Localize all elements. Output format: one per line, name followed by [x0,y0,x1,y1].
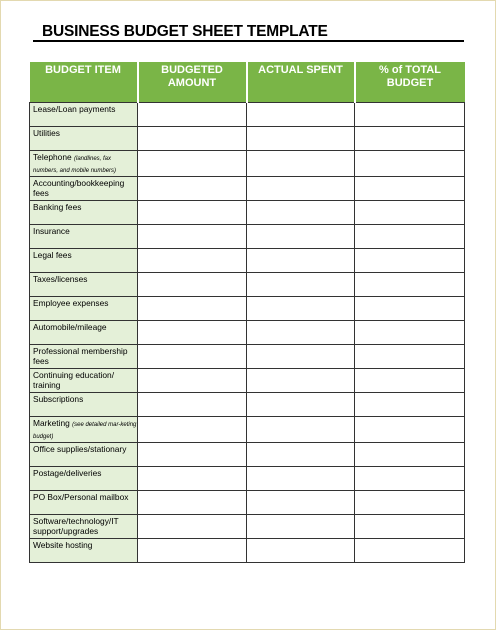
budget-item-label: Software/technology/IT support/upgrades [33,516,119,536]
budget-item-label: Postage/deliveries [33,468,102,478]
percent-total-cell[interactable] [355,201,465,225]
percent-total-cell[interactable] [355,515,465,539]
budget-item-label: Accounting/bookkeeping fees [33,178,125,198]
budget-item-label: Office supplies/stationary [33,444,127,454]
budget-item-cell [30,177,138,201]
table-row [30,201,465,225]
budgeted-amount-cell[interactable] [138,201,247,225]
budget-item-cell [30,345,138,369]
percent-total-cell[interactable] [355,177,465,201]
percent-total-cell[interactable] [355,443,465,467]
percent-total-cell[interactable] [355,491,465,515]
budget-item-label: Taxes/licenses [33,274,88,284]
percent-total-cell[interactable] [355,249,465,273]
budget-item-cell [30,467,138,491]
actual-spent-cell[interactable] [247,345,355,369]
actual-spent-cell[interactable] [247,321,355,345]
table-row [30,417,465,443]
table-row [30,443,465,467]
table-row [30,127,465,151]
budget-item-label: Subscriptions [33,394,84,404]
budget-item-label: Utilities [33,128,60,138]
percent-total-cell[interactable] [355,321,465,345]
budget-item-cell [30,297,138,321]
table-row [30,225,465,249]
table-row [30,321,465,345]
actual-spent-cell[interactable] [247,151,355,177]
table-row [30,151,465,177]
header-percent-total: % of TOTAL BUDGET [355,62,465,103]
actual-spent-cell[interactable] [247,539,355,563]
budgeted-amount-cell[interactable] [138,151,247,177]
percent-total-cell[interactable] [355,417,465,443]
actual-spent-cell[interactable] [247,369,355,393]
actual-spent-cell[interactable] [247,297,355,321]
actual-spent-cell[interactable] [247,443,355,467]
budgeted-amount-cell[interactable] [138,273,247,297]
actual-spent-cell[interactable] [247,417,355,443]
budgeted-amount-cell[interactable] [138,249,247,273]
budget-item-cell [30,103,138,127]
budget-item-cell [30,491,138,515]
page-title: BUSINESS BUDGET SHEET TEMPLATE [42,23,328,40]
header-budget-item: BUDGET ITEM [30,62,138,103]
actual-spent-cell[interactable] [247,103,355,127]
actual-spent-cell[interactable] [247,273,355,297]
budget-item-label: Employee expenses [33,298,109,308]
table-row [30,103,465,127]
budget-item-cell [30,225,138,249]
percent-total-cell[interactable] [355,369,465,393]
table-row [30,345,465,369]
budgeted-amount-cell[interactable] [138,321,247,345]
budget-item-label: Banking fees [33,202,82,212]
percent-total-cell[interactable] [355,103,465,127]
actual-spent-cell[interactable] [247,467,355,491]
budgeted-amount-cell[interactable] [138,443,247,467]
budget-item-cell [30,539,138,563]
budget-item-label: Professional membership fees [33,346,128,366]
budgeted-amount-cell[interactable] [138,103,247,127]
table-row [30,515,465,539]
table-row [30,467,465,491]
budget-item-cell [30,515,138,539]
percent-total-cell[interactable] [355,467,465,491]
budgeted-amount-cell[interactable] [138,491,247,515]
budget-item-label: Lease/Loan payments [33,104,116,114]
budget-item-cell [30,393,138,417]
budgeted-amount-cell[interactable] [138,369,247,393]
budget-item-cell [30,321,138,345]
budgeted-amount-cell[interactable] [138,345,247,369]
budget-table [29,62,465,563]
table-row [30,297,465,321]
budget-item-cell [30,127,138,151]
budgeted-amount-cell[interactable] [138,417,247,443]
actual-spent-cell[interactable] [247,225,355,249]
percent-total-cell[interactable] [355,297,465,321]
budget-item-cell [30,443,138,467]
budget-item-cell [30,151,138,177]
budget-item-note: (landlines, fax numbers, and mobile numbers) [33,156,117,174]
budgeted-amount-cell[interactable] [138,127,247,151]
actual-spent-cell[interactable] [247,127,355,151]
actual-spent-cell[interactable] [247,201,355,225]
title-underline [33,40,464,42]
budget-item-label: Telephone [33,152,72,162]
actual-spent-cell[interactable] [247,515,355,539]
budget-item-label: PO Box/Personal mailbox [33,492,129,502]
budget-item-cell [30,417,138,443]
table-row [30,273,465,297]
table-row [30,369,465,393]
budget-item-label: Legal fees [33,250,72,260]
actual-spent-cell[interactable] [247,393,355,417]
table-row [30,249,465,273]
budget-item-label: Continuing education/ training [33,370,115,390]
budgeted-amount-cell[interactable] [138,225,247,249]
table-row [30,539,465,563]
budget-item-cell [30,201,138,225]
budget-item-label: Insurance [33,226,70,236]
budgeted-amount-cell[interactable] [138,539,247,563]
percent-total-cell[interactable] [355,151,465,177]
percent-total-cell[interactable] [355,539,465,563]
budgeted-amount-cell[interactable] [138,393,247,417]
table-row [30,177,465,201]
table-header-row [30,62,465,103]
budgeted-amount-cell[interactable] [138,177,247,201]
budget-item-cell [30,369,138,393]
budget-item-label: Automobile/mileage [33,322,107,332]
budgeted-amount-cell[interactable] [138,515,247,539]
percent-total-cell[interactable] [355,273,465,297]
budgeted-amount-cell[interactable] [138,297,247,321]
budget-item-cell [30,249,138,273]
percent-total-cell[interactable] [355,225,465,249]
percent-total-cell[interactable] [355,393,465,417]
percent-total-cell[interactable] [355,345,465,369]
header-actual-spent: ACTUAL SPENT [247,62,355,103]
budgeted-amount-cell[interactable] [138,467,247,491]
actual-spent-cell[interactable] [247,177,355,201]
percent-total-cell[interactable] [355,127,465,151]
actual-spent-cell[interactable] [247,249,355,273]
budget-item-label: Website hosting [33,540,93,550]
budget-item-cell [30,273,138,297]
actual-spent-cell[interactable] [247,491,355,515]
header-budgeted-amount: BUDGETED AMOUNT [138,62,247,103]
budget-item-note: (see detailed mar-keting budget) [33,422,137,440]
table-row [30,393,465,417]
budget-item-label: Marketing [33,418,70,428]
table-row [30,491,465,515]
